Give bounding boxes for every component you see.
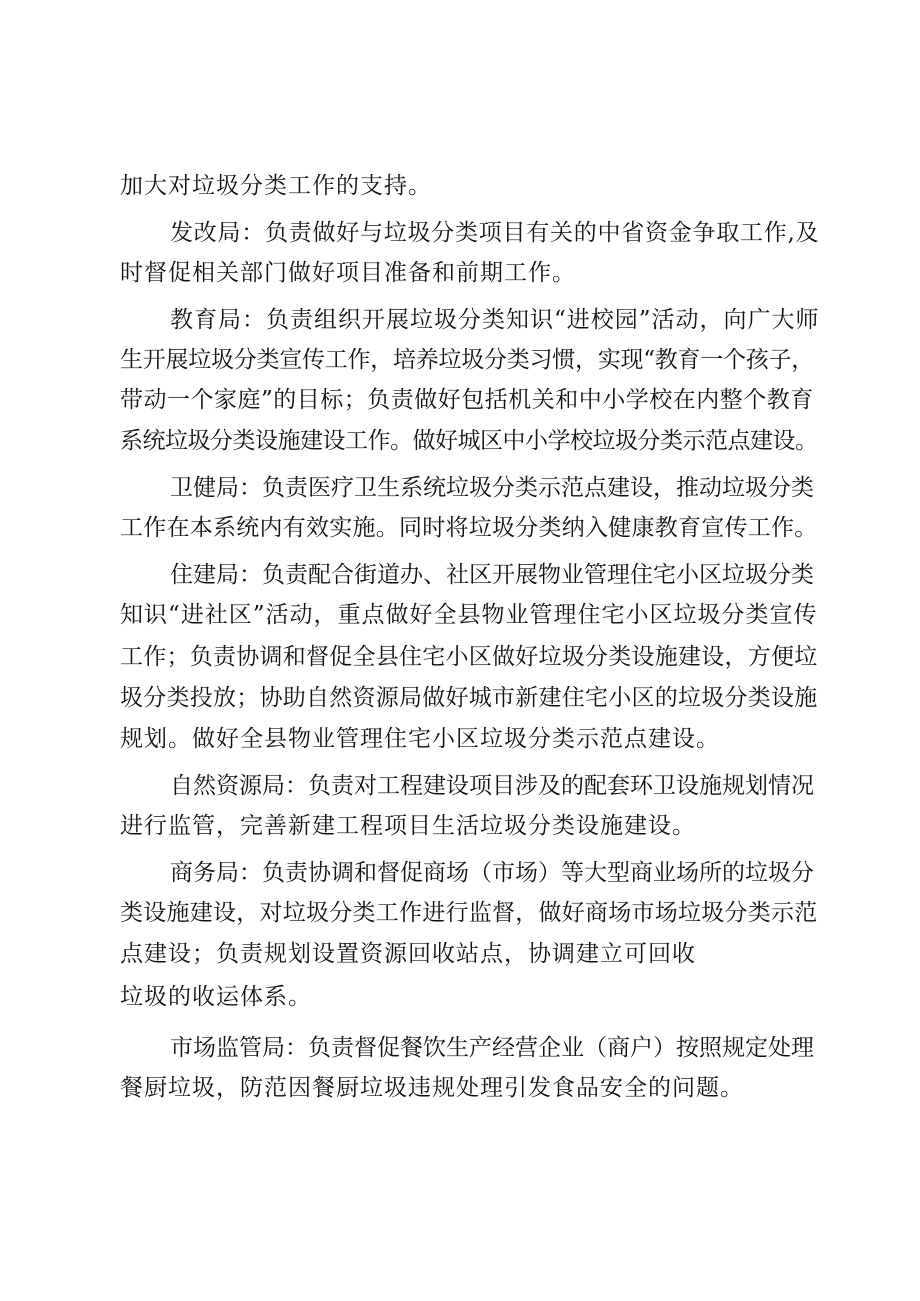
text-line: 住建局：负责配合街道办、社区开展物业管理住宅小区垃圾分类 bbox=[170, 562, 814, 588]
text-line: 加大对垃圾分类工作的支持。 bbox=[120, 173, 432, 199]
text-line: 卫健局：负责医疗卫生系统垃圾分类示范点建设，推动垃圾分类 bbox=[170, 475, 814, 501]
text-line: 市场监管局：负责督促餐饮生产经营企业（商户）按照规定处理 bbox=[170, 1035, 814, 1061]
text-line: 自然资源局：负责对工程建设项目涉及的配套环卫设施规划情况 bbox=[170, 773, 814, 799]
text-line: 类设施建设，对垃圾分类工作进行监督，做好商场市场垃圾分类示范 bbox=[120, 900, 818, 926]
text-line: 进行监管，完善新建工程项目生活垃圾分类设施建设。 bbox=[120, 813, 696, 839]
text-line: 餐厨垃圾，防范因餐厨垃圾违规处理引发食品安全的问题。 bbox=[120, 1075, 744, 1101]
text-line: 商务局：负责协调和督促商场（市场）等大型商业场所的垃圾分 bbox=[170, 860, 814, 886]
text-line: 带动一个家庭”的目标；负责做好包括机关和中小学校在内整个教育 bbox=[120, 387, 814, 413]
text-line: 垃圾的收运体系。 bbox=[120, 984, 312, 1010]
text-line: 圾分类投放；协助自然资源局做好城市新建住宅小区的垃圾分类设施 bbox=[120, 685, 818, 711]
text-line: 时督促相关部门做好项目准备和前期工作。 bbox=[120, 260, 576, 286]
text-line: 点建设；负责规划设置资源回收站点，协调建立可回收 bbox=[120, 941, 696, 967]
text-line: 知识“进社区”活动，重点做好全县物业管理住宅小区垃圾分类宣传 bbox=[120, 602, 818, 628]
text-line: 规划。做好全县物业管理住宅小区垃圾分类示范点建设。 bbox=[120, 726, 720, 752]
text-line: 生开展垃圾分类宣传工作，培养垃圾分类习惯，实现“教育一个孩子， bbox=[120, 347, 815, 373]
text-line: 系统垃圾分类设施建设工作。做好城区中小学校垃圾分类示范点建设。 bbox=[120, 428, 818, 454]
text-line: 教育局：负责组织开展垃圾分类知识“进校园”活动，向广大师 bbox=[170, 307, 820, 333]
text-line: 工作在本系统内有效实施。同时将垃圾分类纳入健康教育宣传工作。 bbox=[120, 515, 818, 541]
text-line: 工作；负责协调和督促全县住宅小区做好垃圾分类设施建设，方便垃 bbox=[120, 644, 818, 670]
text-line: 发改局：负责做好与垃圾分类项目有关的中省资金争取工作,及 bbox=[170, 220, 820, 246]
